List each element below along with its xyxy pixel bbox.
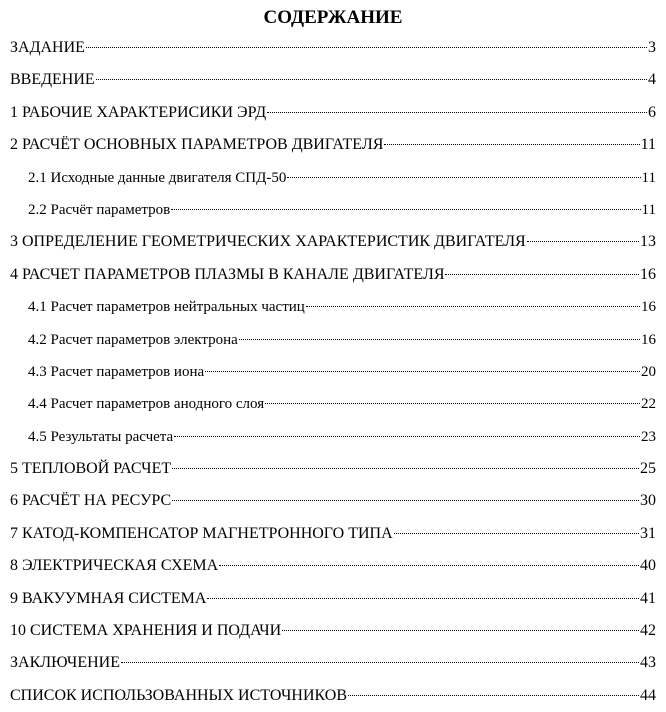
toc-entry-title: 8 ЭЛЕКТРИЧЕСКАЯ СХЕМА xyxy=(10,557,219,575)
toc-entry[interactable] xyxy=(10,388,656,420)
toc-entry[interactable] xyxy=(10,550,656,582)
toc-entry[interactable] xyxy=(10,194,656,226)
toc-entry-page-number: 3 xyxy=(648,39,656,56)
toc-entry-page-number: 41 xyxy=(640,589,656,607)
dot-leader xyxy=(348,695,639,696)
dot-leader xyxy=(282,630,639,631)
toc-entry-page-number: 44 xyxy=(640,686,656,704)
toc-entry[interactable] xyxy=(10,259,656,291)
dot-leader xyxy=(172,500,639,501)
toc-entry-title: ЗАДАНИЕ xyxy=(10,39,85,56)
dot-leader xyxy=(171,209,640,210)
toc-entry[interactable] xyxy=(10,162,656,194)
toc-entry[interactable] xyxy=(10,324,656,356)
table-of-contents xyxy=(10,32,656,712)
toc-entry[interactable] xyxy=(10,615,656,647)
dot-leader xyxy=(267,112,647,113)
toc-entry-page-number: 11 xyxy=(640,136,656,154)
toc-entry-page-number: 40 xyxy=(640,557,656,575)
dot-leader xyxy=(207,598,639,599)
dot-leader xyxy=(384,144,639,145)
toc-entry[interactable] xyxy=(10,226,656,258)
toc-entry-title: 2.1 Исходные данные двигателя СПД-50 xyxy=(28,169,287,186)
toc-entry-title: 4.3 Расчет параметров иона xyxy=(28,363,205,380)
toc-entry[interactable] xyxy=(10,291,656,323)
toc-entry-title: 3 ОПРЕДЕЛЕНИЕ ГЕОМЕТРИЧЕСКИХ ХАРАКТЕРИСТИК ДВИГАТЕЛЯ xyxy=(10,233,526,251)
page-title: СОДЕРЖАНИЕ xyxy=(263,7,403,28)
dot-leader xyxy=(96,79,647,80)
toc-entry-title: 10 СИСТЕМА ХРАНЕНИЯ И ПОДАЧИ xyxy=(10,622,282,640)
toc-entry-title: 2 РАСЧЁТ ОСНОВНЫХ ПАРАМЕТРОВ ДВИГАТЕЛЯ xyxy=(10,136,384,154)
toc-entry-title: 4 РАСЧЕТ ПАРАМЕТРОВ ПЛАЗМЫ В КАНАЛЕ ДВИГАТЕЛЯ xyxy=(10,265,445,283)
toc-entry-title: 4.5 Результаты расчета xyxy=(28,428,174,445)
toc-entry[interactable] xyxy=(10,421,656,453)
toc-entry-page-number: 11 xyxy=(641,201,656,218)
toc-entry-title: 7 КАТОД-КОМПЕНСАТОР МАГНЕТРОННОГО ТИПА xyxy=(10,524,393,542)
dot-leader xyxy=(86,47,647,48)
toc-entry-page-number: 23 xyxy=(641,428,656,445)
toc-entry-page-number: 31 xyxy=(640,524,656,542)
toc-entry[interactable] xyxy=(10,518,656,550)
dot-leader xyxy=(306,306,640,307)
toc-entry-page-number: 13 xyxy=(640,233,656,251)
toc-entry[interactable] xyxy=(10,485,656,517)
toc-entry-title: 4.4 Расчет параметров анодного слоя xyxy=(28,396,265,413)
dot-leader xyxy=(205,371,640,372)
toc-entry-page-number: 30 xyxy=(640,492,656,510)
toc-entry-title: 4.2 Расчет параметров электрона xyxy=(28,331,238,348)
toc-entry-page-number: 11 xyxy=(641,169,656,186)
dot-leader xyxy=(219,565,639,566)
toc-entry[interactable] xyxy=(10,97,656,129)
dot-leader xyxy=(121,662,639,663)
toc-entry[interactable] xyxy=(10,64,656,96)
toc-entry-title: СПИСОК ИСПОЛЬЗОВАННЫХ ИСТОЧНИКОВ xyxy=(10,686,348,704)
toc-entry-title: 9 ВАКУУМНАЯ СИСТЕМА xyxy=(10,589,207,607)
toc-entry-page-number: 20 xyxy=(641,363,656,380)
toc-entry-page-number: 16 xyxy=(641,299,656,316)
dot-leader xyxy=(394,533,639,534)
dot-leader xyxy=(287,177,640,178)
dot-leader xyxy=(527,241,639,242)
toc-entry-title: 4.1 Расчет параметров нейтральных частиц xyxy=(28,299,305,316)
dot-leader xyxy=(172,468,639,469)
toc-entry[interactable] xyxy=(10,32,656,64)
toc-entry-title: 2.2 Расчёт параметров xyxy=(28,201,171,218)
dot-leader xyxy=(265,403,640,404)
toc-entry-title: 6 РАСЧЁТ НА РЕСУРС xyxy=(10,492,172,510)
toc-entry-page-number: 43 xyxy=(640,654,656,672)
toc-entry[interactable] xyxy=(10,453,656,485)
toc-entry-page-number: 22 xyxy=(641,396,656,413)
toc-entry-page-number: 4 xyxy=(648,71,656,89)
toc-entry-title: 5 ТЕПЛОВОЙ РАСЧЕТ xyxy=(10,460,172,478)
toc-entry-page-number: 25 xyxy=(640,460,656,478)
toc-entry-title: ВВЕДЕНИЕ xyxy=(10,71,95,89)
toc-entry-page-number: 42 xyxy=(640,622,656,640)
toc-entry-title: ЗАКЛЮЧЕНИЕ xyxy=(10,654,120,672)
toc-entry[interactable] xyxy=(10,356,656,388)
toc-entry-page-number: 6 xyxy=(648,103,656,121)
toc-entry[interactable] xyxy=(10,583,656,615)
toc-entry-title: 1 РАБОЧИЕ ХАРАКТЕРИСИКИ ЭРД xyxy=(10,103,267,121)
dot-leader xyxy=(174,436,640,437)
toc-entry-page-number: 16 xyxy=(640,265,656,283)
toc-entry[interactable] xyxy=(10,647,656,679)
toc-entry-page-number: 16 xyxy=(641,331,656,348)
dot-leader xyxy=(239,339,640,340)
toc-entry[interactable] xyxy=(10,680,656,712)
toc-entry[interactable] xyxy=(10,129,656,161)
dot-leader xyxy=(445,274,639,275)
